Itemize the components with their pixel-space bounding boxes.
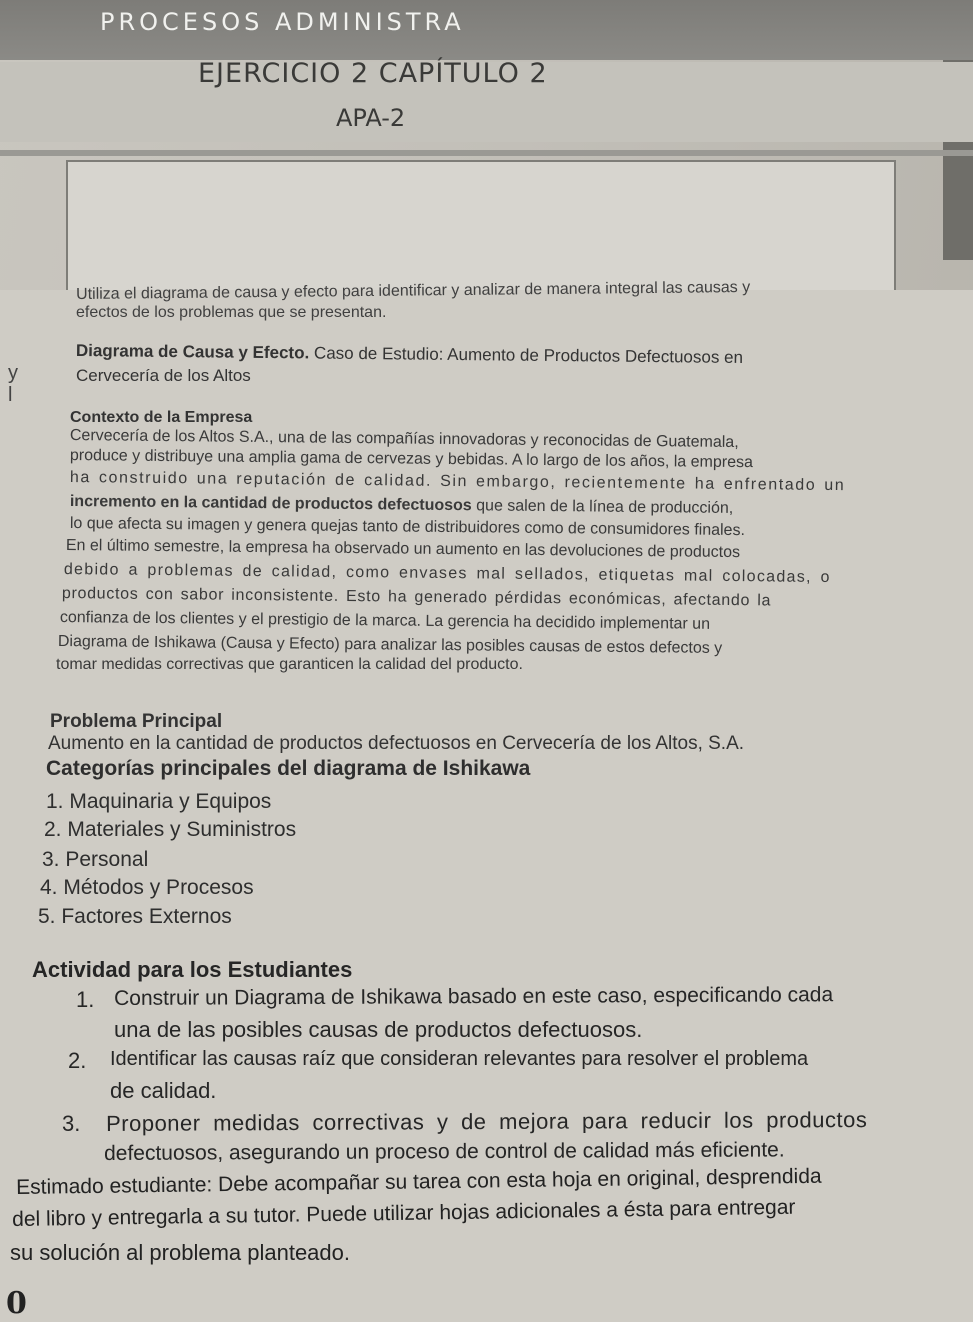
activity-item-line: una de las posibles causas de productos defectuosos.: [114, 1017, 643, 1042]
context-line: Cervecería de los Altos S.A., una de las compañías innovadoras y reconocidas de Guatemala,: [69, 427, 739, 452]
context-line: tomar medidas correctivas que garanticen la calidad del producto.: [56, 656, 523, 673]
student-note-line: Estimado estudiante: Debe acompañar su tarea con esta hoja en original, desprendida: [16, 1164, 822, 1199]
context-heading: Contexto de la Empresa: [70, 409, 253, 426]
intro-line-1: Utiliza el diagrama de causa y efecto para identificar y analizar de manera integral las causas y: [76, 278, 751, 303]
activity-number: 2.: [68, 1048, 87, 1073]
page-corner-mark: 0: [6, 1286, 27, 1321]
activity-number: 3.: [62, 1111, 81, 1136]
case-title-rest: Caso de Estudio: Aumento de Productos Defectuosos en: [309, 343, 744, 367]
answer-box: [66, 160, 896, 292]
intro-line-2: efectos de los problemas que se presentan.: [76, 304, 387, 321]
activity-item-line: Proponer medidas correctivas y de mejora para reducir los productos: [106, 1107, 868, 1136]
context-bold-phrase: incremento en la cantidad de productos defectuosos: [69, 493, 472, 515]
margin-mark-l: l: [8, 384, 13, 406]
exercise-title: EJERCICIO 2 CAPÍTULO 2: [198, 58, 548, 89]
activity-heading: Actividad para los Estudiantes: [32, 957, 353, 982]
header-band: [0, 0, 973, 60]
context-line: confianza de los clientes y el prestigio de la marca. La gerencia ha decidido implementar un: [59, 609, 711, 633]
context-line: Diagrama de Ishikawa (Causa y Efecto) para analizar las posibles causas de estos defectos y: [57, 633, 723, 657]
exercise-subtitle: APA-2: [336, 104, 406, 132]
margin-mark-y: y: [8, 362, 18, 384]
category-item: 4. Métodos y Procesos: [40, 876, 254, 899]
category-item: 5. Factores Externos: [38, 905, 232, 928]
context-line: produce y distribuye una amplia gama de cervezas y bebidas. A lo largo de los años, la empresa: [69, 447, 754, 472]
context-line: productos con sabor inconsistente. Esto ha generado pérdidas económicas, afectando la: [61, 585, 772, 610]
context-line: En el último semestre, la empresa ha observado un aumento en las devoluciones de productos: [65, 537, 741, 562]
case-title-bold: Diagrama de Causa y Efecto.: [75, 341, 310, 363]
category-item: 1. Maquinaria y Equipos: [46, 790, 272, 813]
activity-item-line: defectuosos, asegurando un proceso de control de calidad más eficiente.: [104, 1138, 785, 1165]
category-item: 3. Personal: [42, 848, 149, 871]
context-line: debido a problemas de calidad, como envases mal sellados, etiquetas mal colocadas, o: [63, 561, 831, 587]
category-item: 2. Materiales y Suministros: [44, 818, 297, 841]
header-band-title: PROCESOS ADMINISTRA: [100, 8, 465, 36]
problem-heading: Problema Principal: [50, 711, 223, 732]
title-divider: [0, 150, 973, 156]
context-line-rest: que salen de la línea de producción,: [471, 497, 734, 517]
context-line: ha construido una reputación de calidad. Sin embargo, recientemente ha enfrentado un: [69, 469, 846, 495]
student-note-line: del libro y entregarla a su tutor. Puede utilizar hojas adicionales a ésta para entregar: [12, 1195, 796, 1231]
student-note-line: su solución al problema planteado.: [10, 1240, 351, 1265]
activity-number: 1.: [76, 987, 95, 1012]
activity-item-line: Construir un Diagrama de Ishikawa basado en este caso, especificando cada: [114, 983, 834, 1010]
activity-item-line: de calidad.: [110, 1078, 217, 1103]
activity-item-line: Identificar las causas raíz que consideran relevantes para resolver el problema: [110, 1048, 809, 1070]
problem-text: Aumento en la cantidad de productos defectuosos en Cervecería de los Altos, S.A.: [48, 733, 745, 754]
case-title-line-2: Cervecería de los Altos: [76, 366, 251, 385]
context-line: lo que afecta su imagen y genera quejas tanto de distribuidores como de consumidores finales.: [69, 515, 746, 540]
categories-heading: Categorías principales del diagrama de Ishikawa: [46, 757, 531, 780]
